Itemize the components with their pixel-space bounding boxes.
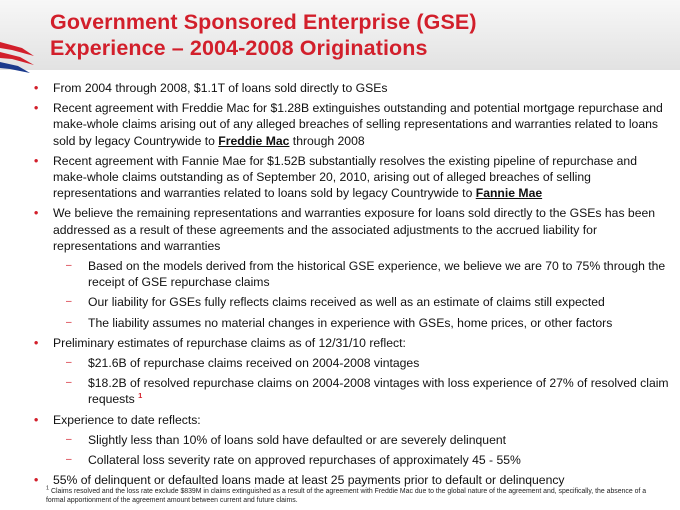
freddie-mac-emphasis: Freddie Mac bbox=[218, 133, 290, 148]
sub-bullet-assumptions: – The liability assumes no material changes in experience with GSEs, home prices, or other factors bbox=[32, 315, 672, 331]
title-line-1: Government Sponsored Enterprise (GSE) bbox=[50, 10, 477, 34]
sub-bullet-severity: – Collateral loss severity rate on approved repurchases of approximately 45 - 55% bbox=[32, 452, 672, 468]
sub-bullet-liability: – Our liability for GSEs fully reflects claims received as well as an estimate of claims still expected bbox=[32, 294, 672, 310]
flag-logo-icon bbox=[0, 38, 34, 74]
bullet-payments: • 55% of delinquent or defaulted loans made at least 25 payments prior to default or delinquency bbox=[32, 472, 672, 488]
sub-bullet-defaults: – Slightly less than 10% of loans sold have defaulted or are severely delinquent bbox=[32, 432, 672, 448]
footnote-text: Claims resolved and the loss rate exclude $839M in claims extinguished as a result of the agreement with Freddie Mac due to the global nature of the agreement and, specifically, the absence of a formal apportionment of the agreement amount between current and future claims. bbox=[46, 488, 647, 504]
bullet-freddie-agreement: • Recent agreement with Freddie Mac for $1.28B extinguishes outstanding and potential mortgage repurchase and make-whole claims arising out of any alleged breaches of selling representations and warranties related to loans sold by legacy Countrywide to Freddie Mac through 2008 bbox=[32, 100, 672, 149]
footnote-marker: 1 bbox=[46, 485, 50, 492]
fannie-mae-emphasis: Fannie Mae bbox=[475, 186, 543, 201]
sub-bullet-claims-received: – $21.6B of repurchase claims received on 2004-2008 vintages bbox=[32, 355, 672, 371]
footnote-ref: 1 bbox=[138, 391, 143, 401]
bullet-experience: • Experience to date reflects: bbox=[32, 412, 672, 428]
page-title bbox=[50, 9, 670, 61]
bullet-gse-sales: • From 2004 through 2008, $1.1T of loans sold directly to GSEs bbox=[32, 80, 672, 96]
bullet-remaining-exposure: • We believe the remaining representations and warranties exposure for loans sold directly to the GSEs has been addressed as a result of these agreements and the associated adjustments to the accrued liability for representations and warranties bbox=[32, 205, 672, 254]
sub-bullet-claims-resolved: – $18.2B of resolved repurchase claims on 2004-2008 vintages with loss experience of 27% of resolved claim requests $^1$ bbox=[32, 375, 672, 407]
footnote bbox=[46, 487, 656, 505]
bullet-fannie-agreement: • Recent agreement with Fannie Mae for $1.52B substantially resolves the existing pipeline of repurchase and make-whole claims outstanding as of September 20, 2010, arising out of alleged breaches of selling representations and warranties related to loans sold by legacy Countrywide to Fannie Mae bbox=[32, 153, 672, 202]
bullet-preliminary-estimates: • Preliminary estimates of repurchase claims as of 12/31/10 reflect: bbox=[32, 335, 672, 351]
title-line-2: Experience – 2004-2008 Originations bbox=[50, 36, 428, 60]
bullet-list bbox=[32, 80, 672, 492]
sub-bullet-models: – Based on the models derived from the historical GSE experience, we believe we are 70 to 75% through the receipt of GSE repurchase claims bbox=[32, 258, 672, 290]
